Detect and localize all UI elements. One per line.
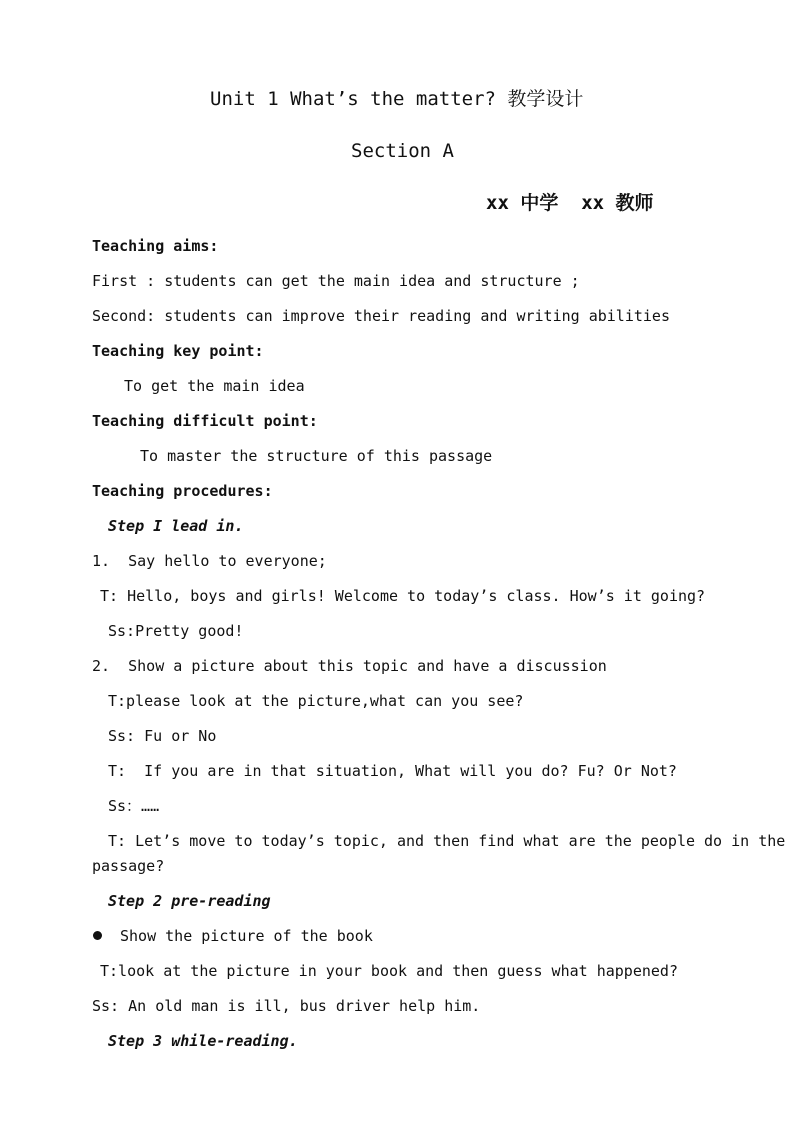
step1-teacher-line-4-cont: passage? [92, 857, 165, 875]
step1-teacher-line-3: T: If you are in that situation, What will you do? Fu? Or Not? [108, 762, 677, 780]
step2-teacher-line: T:look at the picture in your book and then guess what happened? [100, 962, 678, 980]
difficult-point-text: To master the structure of this passage [140, 447, 493, 465]
step1-teacher-line-1: T: Hello, boys and girls! Welcome to today’s class. How’s it going? [100, 587, 706, 605]
step2-student-line: Ss: An old man is ill, bus driver help him. [92, 997, 481, 1015]
key-point-heading: Teaching key point: [92, 342, 264, 360]
aims-heading: Teaching aims: [92, 237, 219, 255]
step1-item1: 1. Say hello to everyone; [92, 552, 327, 570]
step1-item2: 2. Show a picture about this topic and have a discussion [92, 657, 607, 675]
step2-title: Step 2 pre-reading [108, 892, 271, 910]
procedures-heading: Teaching procedures: [92, 482, 273, 500]
page-title: Unit 1 What’s the matter? 教学设计 [210, 88, 584, 110]
step1-teacher-line-2: T:please look at the picture,what can you see? [108, 692, 524, 710]
step1-teacher-line-4: T: Let’s move to today’s topic, and then find what are the people do in the [108, 832, 786, 850]
step1-student-line-1: Ss:Pretty good! [108, 622, 244, 640]
step1-title: Step I lead in. [108, 517, 244, 535]
difficult-point-heading: Teaching difficult point: [92, 412, 318, 430]
author-line: xx 中学 xx 教师 [486, 192, 654, 214]
aim-second: Second: students can improve their reading and writing abilities [92, 307, 670, 325]
step1-student-line-2: Ss: Fu or No [108, 727, 217, 745]
bullet-icon [93, 931, 102, 940]
step1-student-line-3: Ss：…… [108, 797, 160, 815]
step2-bullet-text: Show the picture of the book [120, 927, 373, 945]
section-title: Section A [351, 140, 454, 162]
step3-title: Step 3 while-reading. [108, 1032, 298, 1050]
key-point-text: To get the main idea [124, 377, 305, 395]
aim-first: First : students can get the main idea and structure ; [92, 272, 580, 290]
